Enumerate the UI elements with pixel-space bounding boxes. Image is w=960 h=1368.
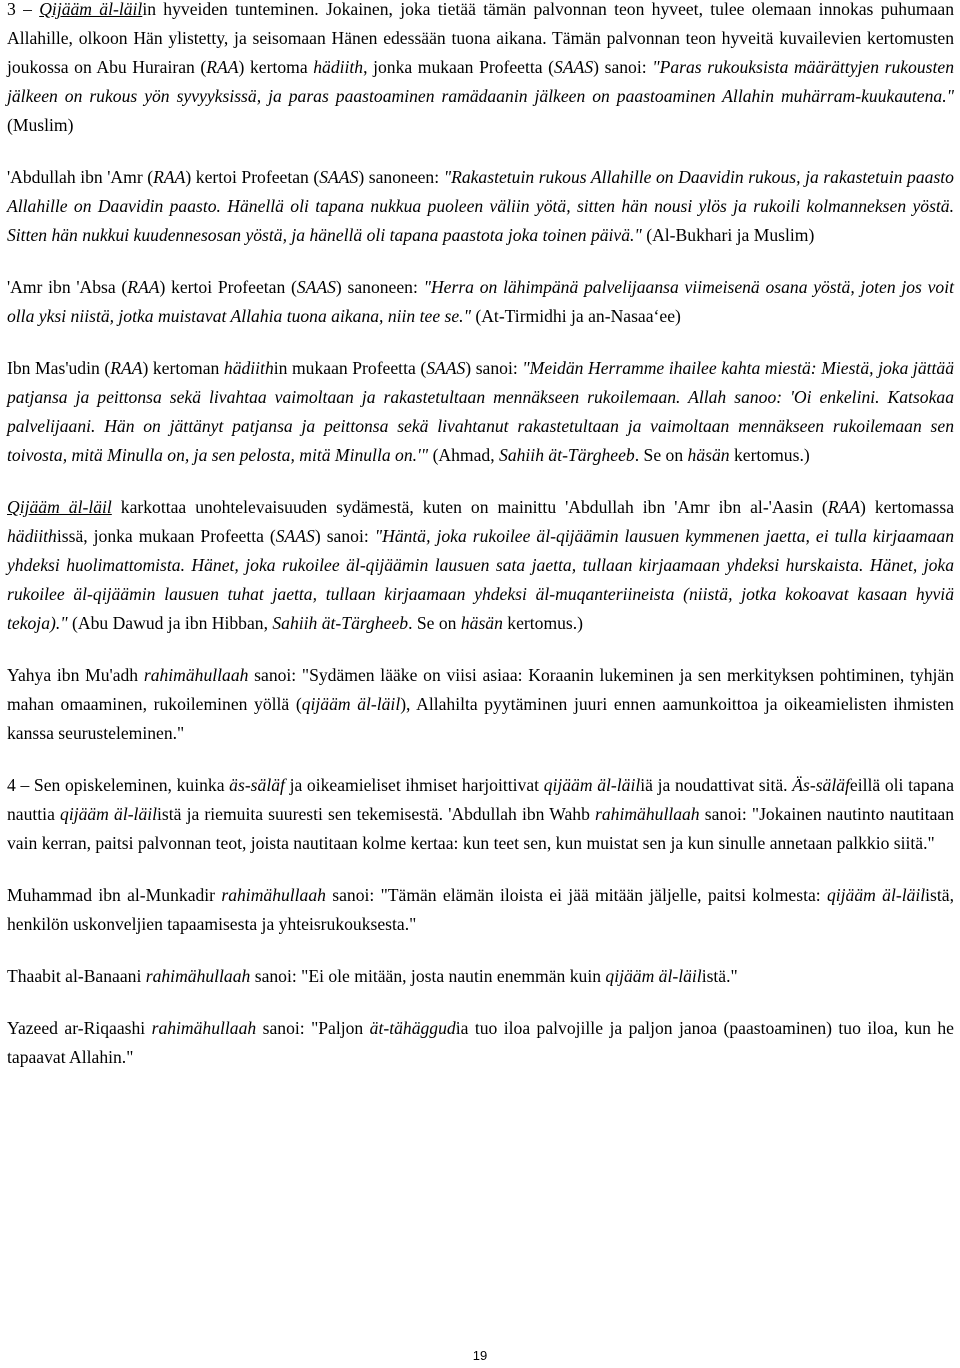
text-run: ) sanoi: [593,57,653,77]
text-run: ia tuo iloa palvojille ja paljon janoa (paastoaminen) tuo iloa, kun he tapaavat Allahin." [7,1018,954,1067]
text-run: SAAS [296,277,336,297]
text-run: Yazeed ar-Riqaashi [7,1018,152,1038]
text-run: karkottaa unohtelevaisuuden sydämestä, kuten on mainittu 'Abdullah ibn 'Amr ibn al-'Aasin ( [111,497,828,517]
text-run: RAA [153,167,186,187]
paragraph [7,1014,954,1072]
text-run: SAAS [275,526,315,546]
paragraph [7,661,954,748]
text-run: sanoi: "Sydämen lääke on viisi asiaa: Koraanin lukeminen ja sen merkityksen pohtiminen, tyhjän mahan omaaminen, rukoileminen yöllä ( [7,665,954,714]
text-run: "Paras rukouksista määrättyjen rukousten jälkeen on rukous yön syvyyksissä, ja paras paastoaminen ramädaanin jälkeen on paastoaminen Allahin muhärram-kuukautena." [7,57,954,106]
text-run: SAAS [319,167,359,187]
text-run: rahimähullaah [221,885,326,905]
text-run: RAA [827,497,860,517]
text-run: Sahiih ät-Tärgheeb [499,445,635,465]
text-run: in hyveiden tunteminen. Jokainen, joka tietää tämän palvonnan teon hyveet, tulee olemaan innokas puhumaan Allahille, olkoon Hän ylistetty, ja seisomaan Hänen edessään tuona aikana. Tämän palvonnan teon hyveitä kuvailevien kertomusten joukossa on Abu Hurairan ( [7,0,954,77]
text-run: Qijääm äl-läil [7,497,112,517]
paragraph [7,0,954,140]
text-run: sanoi: "Ei ole mitään, josta nautin enemmän kuin [250,966,606,986]
paragraph [7,354,954,470]
text-run: . Se on [634,445,688,465]
text-run: 4 – Sen opiskeleminen, kuinka [7,775,230,795]
text-run: häsän [460,613,503,633]
text-run: Muhammad ibn al-Munkadir [7,885,222,905]
text-run: rahimähullaah [145,966,251,986]
paragraph [7,493,954,638]
text-run: rahimähullaah [595,804,700,824]
text-run: Sahiih ät-Tärgheeb [272,613,409,633]
text-run: sanoi: "Jokainen nautinto nautitaan vain kerran, paitsi palvonnan teot, joista nautitaan kolme kertaa: kun teet sen, kun muistat sen ja kun sinulle annetaan palkkio siitä." [7,804,955,853]
text-run: "Herra on lähimpänä palvelijaansa viimeisenä osana yöstä, joten jos voit olla yksi niistä, jotka muistavat Allahia tuona aikana, niin tee se." [7,277,954,326]
paragraph [7,771,954,858]
text-run: , jonka mukaan Profeetta ( [363,57,555,77]
text-run: RAA [127,277,160,297]
text-run: Thaabit al-Banaani [7,966,146,986]
text-run: rahimähullaah [151,1018,257,1038]
text-run: rahimähullaah [143,665,249,685]
text-run: häsän [687,445,730,465]
paragraph [7,962,954,991]
text-run: (Muslim) [7,115,74,135]
text-run: Äs-säläf [792,775,850,795]
text-run: qijääm äl-läil [605,966,702,986]
text-run: ), Allahilta pyytäminen juuri ennen aamunkoittoa ja oikeamielisten ihmisten kanssa seurusteleminen." [7,694,954,743]
text-run: ) kertomassa [860,497,954,517]
text-run: ät-tähäggud [369,1018,456,1038]
paragraph [7,273,954,331]
text-run: istä ja riemuita suuresti sen tekemisestä. 'Abdullah ibn Wahb [157,804,596,824]
text-run: qijääm äl-läil [60,804,158,824]
text-run: ) sanoi: [314,526,375,546]
text-run: ) kertoma [238,57,314,77]
text-run: issä, jonka mukaan Profeetta ( [56,526,276,546]
text-run: Ibn Mas'udin ( [7,358,111,378]
text-run: in mukaan Profeetta ( [273,358,427,378]
text-run: 'Amr ibn 'Absa ( [7,277,128,297]
paragraph [7,881,954,939]
text-run: ) sanoneen: [335,277,424,297]
text-run: (At-Tirmidhi ja an-Nasaa‘ee) [470,306,681,326]
text-run: istä." [701,966,738,986]
text-run: SAAS [554,57,594,77]
text-run: RAA [110,358,143,378]
text-run: 'Abdullah ibn 'Amr ( [7,167,154,187]
text-run: ja oikeamieliset ihmiset harjoittivat [284,775,544,795]
text-run: ) kertoi Profeetan ( [159,277,297,297]
page-number: 19 [472,1348,488,1363]
text-run: ) kertoman [142,358,224,378]
text-run: "Rakastetuin rukous Allahille on Daavidin rukous, ja rakastetuin paasto Allahille on Daavidin paasto. Hänellä oli tapana nukkua puoleen väliin yötä, sitten hän nousi ylös ja rukoili kolmanneksen yöstä. Sitten hän nukkui kuudennesosan yöstä, ja hänellä oli tapana paastota joka toinen päivä." [7,167,954,245]
text-run: ) sanoi: [465,358,523,378]
text-run: Qijääm äl-läil [39,0,143,19]
text-run: qijääm äl-läil [826,885,926,905]
text-run: "Häntä, joka rukoilee äl-qijäämin lausuen kymmenen jaetta, ei tulla kirjaamaan yhdeksi huolimattomista. Hänet, joka rukoilee äl-qijäämin lausuen sata jaetta, tullaan kirjaamaan yhdeksi hurskaista. Hänet, joka rukoilee äl-qijäämin lausuen tuhat jaetta, tullaan kirjaamaan yhdeksi äl-muqanteriineista (niistä, jotka kokoavat kasaan hyviä tekoja)." [7,526,954,633]
text-run: sanoi: "Paljon [256,1018,370,1038]
text-run: . Se on [408,613,461,633]
text-run: SAAS [426,358,466,378]
text-run: qijääm äl-läil [543,775,641,795]
text-run: (Ahmad, [428,445,500,465]
text-run: (Al-Bukhari ja Muslim) [641,225,815,245]
text-run: Yahya ibn Mu'adh [7,665,144,685]
text-run: kertomus.) [502,613,584,633]
text-run: "Meidän Herramme ihailee kahta miestä: Miestä, joka jättää patjansa ja peittonsa sekä livahtaa vaimoltaan ja rakastetultaan mennäkseen rukoilemaan. Allah sanoo: 'Oi enkelini. Katsokaa palvelijaani. Hän on jättänyt patjansa ja peittonsa sekä livahtanut rakastetultaan ja vaimoltaan mennäkseen rukoilemaan sen toivosta, mitä Minulla on, ja sen pelosta, mitä Minulla on.'" [7,358,954,465]
paragraph [7,163,954,250]
text-run: hädiith [7,526,57,546]
text-run: äs-säläf [229,775,285,795]
text-run: kertomus.) [729,445,810,465]
text-run: RAA [206,57,239,77]
text-run: hädiith [223,358,274,378]
text-run: istä, henkilön uskonveljien tapaamisesta ja yhteisrukouksesta." [7,885,955,934]
text-run: ) kertoi Profeetan ( [185,167,320,187]
text-run: ) sanoneen: [358,167,444,187]
text-run: hädiith [313,57,364,77]
text-run: qijääm äl-läil [301,694,401,714]
text-run: (Abu Dawud ja ibn Hibban, [67,613,273,633]
text-run: eillä oli tapana nauttia [7,775,954,824]
text-run: iä ja noudattivat sitä. [640,775,793,795]
document-body [7,0,954,1072]
text-run: 3 – [7,0,40,19]
text-run: sanoi: "Tämän elämän iloista ei jää mitään jäljelle, paitsi kolmesta: [325,885,827,905]
